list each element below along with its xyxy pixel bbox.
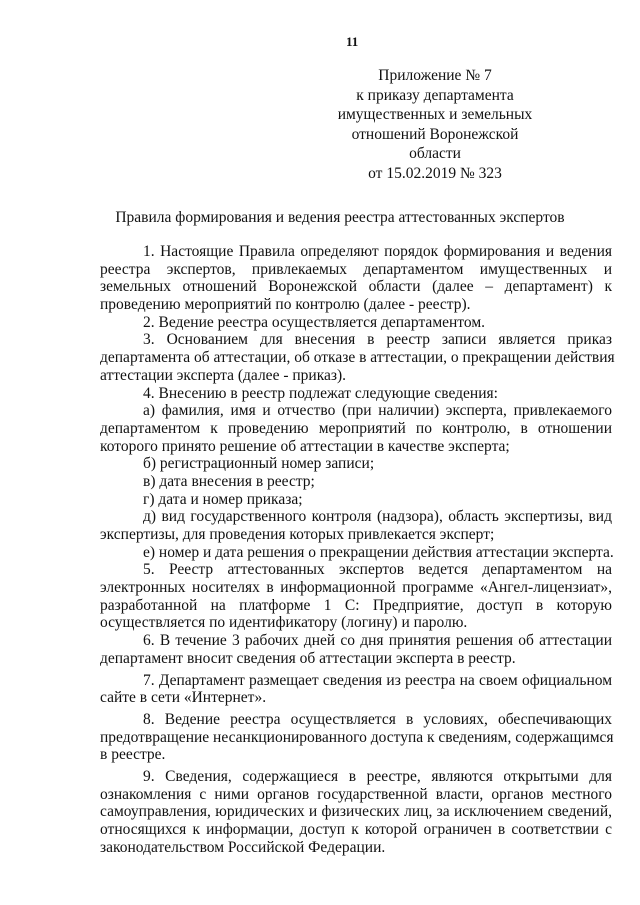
body-line: в) дата внесения в реестр;	[143, 472, 315, 490]
body-line: в реестре.	[100, 746, 166, 764]
body-line: 1. Настоящие Правила определяют порядок формирования и ведения	[143, 243, 612, 260]
body-line: осуществляется по идентификатору (логину) и паролю.	[100, 614, 468, 632]
page-number: 11	[346, 34, 359, 49]
appendix-header	[330, 66, 540, 183]
body-line: 9. Сведения, содержащиеся в реестре, являются открытыми для	[143, 767, 612, 785]
appendix-line: отношений Воронежской	[351, 125, 519, 143]
body-line: самоуправления, юридических и физических лиц, за исключением сведений,	[100, 803, 612, 821]
body-line: аттестации эксперта (далее - приказ).	[100, 366, 347, 384]
appendix-line: от 15.02.2019 № 323	[368, 164, 502, 182]
body-line: 2. Ведение реестра осуществляется департаментом.	[143, 313, 486, 331]
body-line: г) дата и номер приказа;	[143, 490, 303, 508]
body-line: 5. Реестр аттестованных экспертов ведется департаментом на	[143, 561, 612, 579]
body-line: 7. Департамент размещает сведения из реестра на своем официальном	[143, 671, 612, 689]
body-line: департаментом к проведению мероприятий по контролю, в отношении	[100, 419, 612, 437]
body-line: а) фамилия, имя и отчество (при наличии) эксперта, привлекаемого	[143, 402, 612, 420]
appendix-line: имущественных и земельных	[337, 106, 533, 123]
document-body	[100, 243, 615, 856]
body-line: д) вид государственного контроля (надзора), область экспертизы, вид	[143, 508, 612, 526]
body-line: относящихся к информации, доступ к которой ограничен в соответствии с	[100, 821, 612, 838]
body-line: проведению мероприятий по контролю (далее - реестр).	[100, 296, 471, 314]
body-line: предотвращение несанкционированного доступа к сведениям, содержащимся	[100, 728, 614, 746]
body-line: департамент вносит сведения об аттестации эксперта в реестр.	[100, 649, 516, 667]
body-line: б) регистрационный номер записи;	[143, 455, 375, 473]
body-line: законодательством Российской Федерации.	[100, 838, 386, 856]
body-line: сайте в сети «Интернет».	[100, 689, 267, 707]
appendix-line: к приказу департамента	[356, 86, 514, 104]
body-line: ознакомления с ними органов государственной власти, органов местного	[100, 785, 612, 803]
body-line: 4. Внесению в реестр подлежат следующие сведения:	[143, 384, 498, 402]
body-line: разработанной на платформе 1 С: Предприятие, доступ в которую	[100, 596, 612, 614]
body-line: 6. В течение 3 рабочих дней со дня принятия решения об аттестации	[143, 632, 612, 650]
appendix-line: области	[409, 145, 461, 162]
body-line: 8. Ведение реестра осуществляется в условиях, обеспечивающих	[143, 710, 612, 728]
body-line: которого принято решение об аттестации в качестве эксперта;	[100, 437, 510, 455]
body-line: реестра экспертов, привлекаемых департаментом имущественных и	[100, 260, 612, 278]
body-line: департамента об аттестации, об отказе в аттестации, о прекращении действия	[100, 349, 615, 367]
body-line: электронных носителях в информационной программе «Ангел-лицензиат»,	[100, 579, 612, 597]
document-title: Правила формирования и ведения реестра аттестованных экспертов	[115, 209, 565, 226]
body-line: е) номер и дата решения о прекращении действия аттестации эксперта.	[143, 543, 614, 561]
body-line: земельных отношений Воронежской области (далее – департамент) к	[100, 278, 612, 296]
body-line: 3. Основанием для внесения в реестр записи является приказ	[143, 331, 612, 349]
body-line: экспертизы, для проведения которых привлекается эксперт;	[100, 526, 495, 543]
appendix-line: Приложение № 7	[378, 67, 492, 84]
